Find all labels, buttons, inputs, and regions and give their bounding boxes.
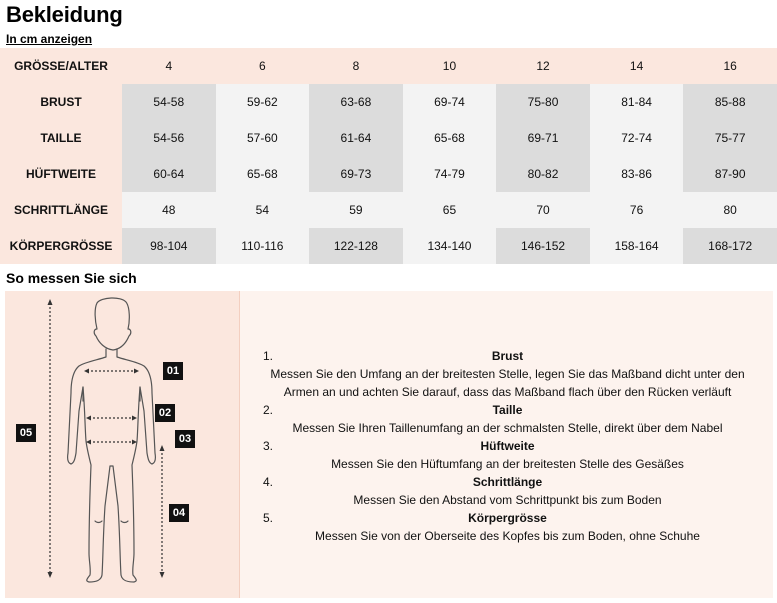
list-item [255,473,760,509]
badge-02: 02 [155,404,175,422]
row-label: BRUST [0,84,122,120]
table-row [0,84,777,120]
step-number: 1. [263,349,274,363]
table-cell: 59 [309,192,403,228]
table-cell: 57-60 [216,120,310,156]
table-cell: 80 [683,192,777,228]
row-label: KÖRPERGRÖSSE [0,228,122,264]
table-cell: 59-62 [216,84,310,120]
panel-divider [239,291,240,598]
table-cell: 54 [216,192,310,228]
table-cell: 110-116 [216,228,310,264]
badge-03: 03 [175,430,195,448]
figure-panel [5,291,239,598]
step-title: Hüftweite [480,439,535,453]
table-cell: 122-128 [309,228,403,264]
table-cell: 76 [590,192,684,228]
step-description: Messen Sie Ihren Taillenumfang an der schmalsten Stelle, direkt über dem Nabel [292,421,723,435]
column-header: 14 [590,48,684,84]
measure-steps-list [255,347,760,545]
step-description: Messen Sie den Hüftumfang an der breitesten Stelle des Gesäßes [331,457,684,471]
page-title: Bekleidung [6,2,123,27]
table-cell: 65-68 [216,156,310,192]
table-cell: 60-64 [122,156,216,192]
table-cell: 48 [122,192,216,228]
size-age-header: GRÖSSE/ALTER [0,48,122,84]
step-title: Körpergrösse [468,511,547,525]
child-body-outline-icon [5,291,239,598]
step-title: Brust [491,349,524,363]
table-cell: 75-77 [683,120,777,156]
row-label: HÜFTWEITE [0,156,122,192]
row-label: TAILLE [0,120,122,156]
step-number: 2. [263,403,274,417]
list-item [255,437,760,473]
list-item [255,401,760,437]
table-cell: 65 [403,192,497,228]
show-in-cm-link[interactable]: In cm anzeigen [6,32,93,46]
table-row [0,156,777,192]
column-header: 12 [496,48,590,84]
table-cell: 75-80 [496,84,590,120]
table-cell: 146-152 [496,228,590,264]
badge-05: 05 [16,424,36,442]
table-cell: 85-88 [683,84,777,120]
column-header: 4 [122,48,216,84]
table-cell: 81-84 [590,84,684,120]
table-cell: 69-71 [496,120,590,156]
table-cell: 74-79 [403,156,497,192]
step-description: Messen Sie den Umfang an der breitesten Stelle, legen Sie das Maßband dicht unter den Armen an und achten Sie darauf, dass das Maßband flach über den Rücken verläuft [270,367,745,399]
step-title: Taille [492,403,523,417]
measure-panel [5,291,773,598]
column-header: 6 [216,48,310,84]
step-description: Messen Sie von der Oberseite des Kopfes bis zum Boden, ohne Schuhe [315,529,700,543]
table-row [0,120,777,156]
table-row [0,192,777,228]
size-table [0,48,777,264]
row-label: SCHRITTLÄNGE [0,192,122,228]
table-cell: 69-74 [403,84,497,120]
table-cell: 65-68 [403,120,497,156]
list-item [255,347,760,401]
table-cell: 72-74 [590,120,684,156]
measure-section-title: So messen Sie sich [6,270,137,286]
badge-04: 04 [169,504,189,522]
column-header: 8 [309,48,403,84]
table-cell: 158-164 [590,228,684,264]
table-cell: 87-90 [683,156,777,192]
column-header: 16 [683,48,777,84]
badge-01: 01 [163,362,183,380]
list-item [255,509,760,545]
table-cell: 98-104 [122,228,216,264]
table-cell: 134-140 [403,228,497,264]
column-header: 10 [403,48,497,84]
step-number: 3. [263,439,274,453]
table-row [0,228,777,264]
table-cell: 168-172 [683,228,777,264]
step-description: Messen Sie den Abstand vom Schrittpunkt bis zum Boden [353,493,662,507]
table-cell: 69-73 [309,156,403,192]
table-cell: 54-58 [122,84,216,120]
table-cell: 63-68 [309,84,403,120]
step-number: 4. [263,475,274,489]
size-table-header-row [0,48,777,84]
table-cell: 61-64 [309,120,403,156]
table-cell: 80-82 [496,156,590,192]
table-cell: 70 [496,192,590,228]
step-number: 5. [263,511,274,525]
step-title: Schrittlänge [472,475,543,489]
table-cell: 54-56 [122,120,216,156]
table-cell: 83-86 [590,156,684,192]
